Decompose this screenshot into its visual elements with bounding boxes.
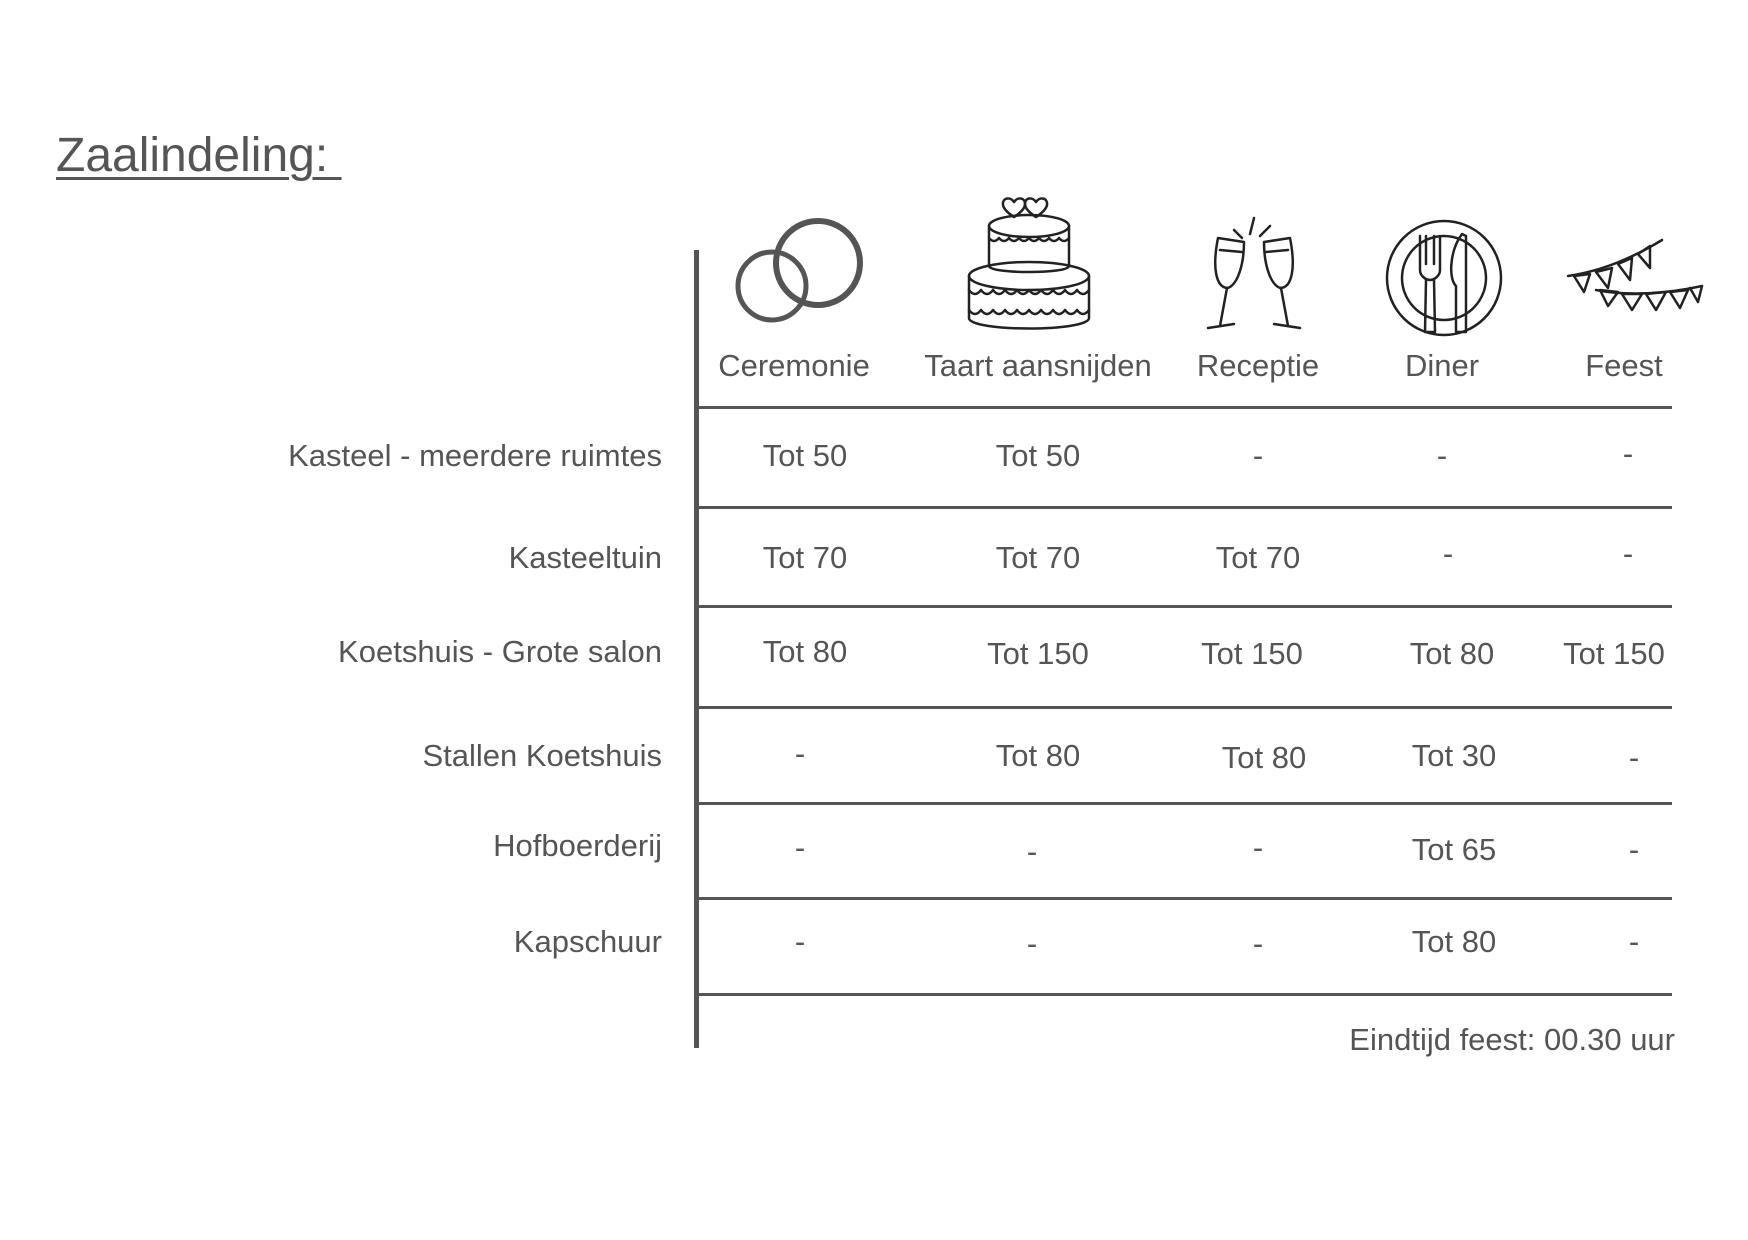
- table-cell: -: [1442, 536, 1454, 571]
- table-cell: Tot 65: [1411, 832, 1497, 867]
- table-divider: [698, 506, 1672, 509]
- table-cell: Tot 70: [762, 540, 848, 575]
- column-header-receptie: Receptie: [1196, 348, 1320, 383]
- bunting-flags-icon: [1566, 236, 1704, 320]
- row-label-koetshuis-grote-salon: Koetshuis - Grote salon: [338, 634, 662, 669]
- champagne-toast-icon: [1198, 214, 1310, 336]
- table-cell: -: [1622, 436, 1634, 471]
- row-label-kasteel: Kasteel - meerdere ruimtes: [288, 438, 662, 473]
- table-divider: [698, 802, 1672, 805]
- wedding-cake-icon: [966, 192, 1092, 336]
- table-cell: Tot 80: [995, 738, 1081, 773]
- table-cell: -: [1252, 830, 1264, 865]
- table-cell: Tot 70: [1215, 540, 1301, 575]
- table-vertical-divider: [694, 250, 699, 1048]
- table-cell: Tot 80: [1409, 636, 1495, 671]
- table-cell: Tot 80: [1411, 924, 1497, 959]
- table-divider: [698, 993, 1672, 996]
- row-label-kapschuur: Kapschuur: [513, 924, 662, 959]
- row-label-kasteeltuin: Kasteeltuin: [508, 540, 662, 575]
- table-cell: -: [1628, 924, 1640, 959]
- table-cell: Tot 50: [995, 438, 1081, 473]
- table-cell: -: [1026, 926, 1038, 961]
- table-cell: -: [1628, 740, 1640, 775]
- table-cell: -: [1436, 438, 1448, 473]
- column-header-taart-aansnijden: Taart aansnijden: [924, 348, 1152, 383]
- column-header-diner: Diner: [1404, 348, 1480, 383]
- table-cell: -: [794, 830, 806, 865]
- table-cell: -: [1026, 834, 1038, 869]
- table-divider: [698, 406, 1672, 409]
- table-cell: -: [794, 924, 806, 959]
- wedding-rings-icon: [730, 214, 870, 326]
- table-divider-stub: [698, 507, 764, 509]
- row-label-stallen-koetshuis: Stallen Koetshuis: [422, 738, 662, 773]
- table-divider-stub: [698, 606, 764, 608]
- table-divider: [698, 897, 1672, 900]
- table-cell: Tot 80: [1221, 740, 1307, 775]
- table-cell: Tot 80: [762, 634, 848, 669]
- table-cell: Tot 150: [987, 636, 1089, 671]
- table-cell: -: [1252, 926, 1264, 961]
- column-header-feest: Feest: [1585, 348, 1663, 383]
- plate-fork-knife-icon: [1384, 214, 1504, 342]
- table-cell: Tot 150: [1563, 636, 1665, 671]
- table-cell: -: [1252, 438, 1264, 473]
- table-divider: [698, 706, 1672, 709]
- row-label-hofboerderij: Hofboerderij: [493, 828, 662, 863]
- table-cell: Tot 150: [1201, 636, 1303, 671]
- table-cell: Tot 30: [1411, 738, 1497, 773]
- column-header-ceremonie: Ceremonie: [718, 348, 870, 383]
- table-cell: Tot 50: [762, 438, 848, 473]
- table-cell: -: [1628, 832, 1640, 867]
- table-cell: Tot 70: [995, 540, 1081, 575]
- party-end-time-note: Eindtijd feest: 00.30 uur: [1349, 1022, 1675, 1057]
- table-divider: [698, 605, 1672, 608]
- table-cell: -: [794, 736, 806, 771]
- page-title: Zaalindeling:: [56, 129, 342, 182]
- table-cell: -: [1622, 536, 1634, 571]
